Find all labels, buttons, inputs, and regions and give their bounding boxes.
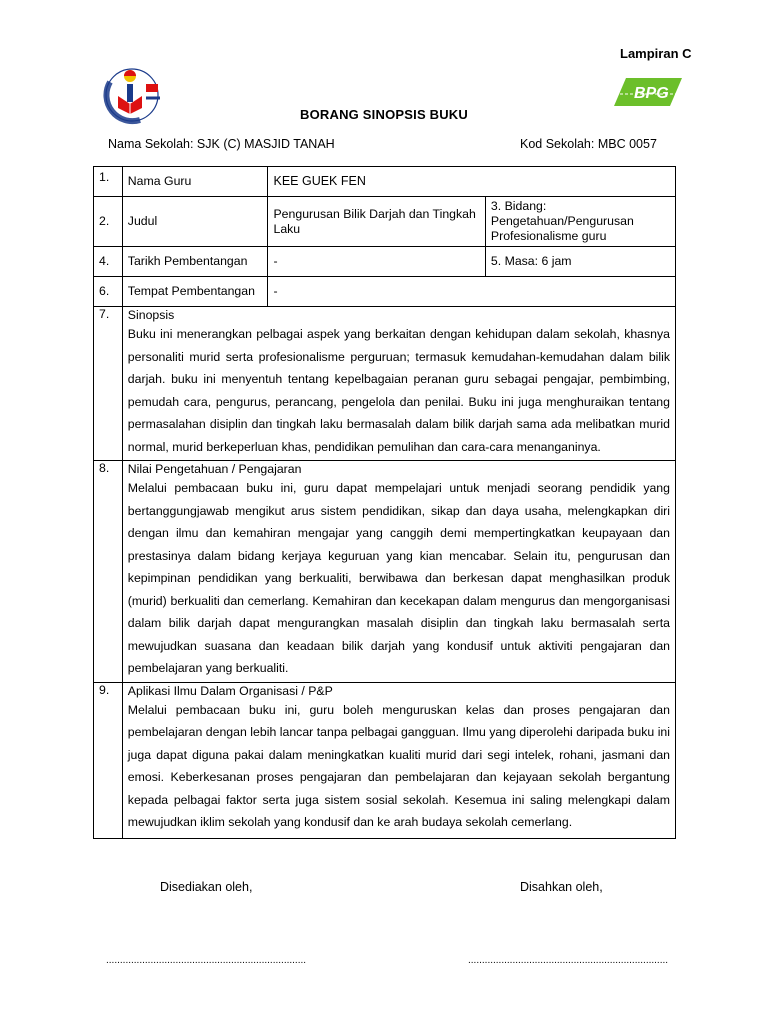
page-title: BORANG SINOPSIS BUKU <box>300 107 468 122</box>
section-title: Nilai Pengetahuan / Pengajaran <box>127 462 302 477</box>
row-number: 1. <box>94 167 123 197</box>
application-cell <box>122 682 675 838</box>
approved-by-label: Disahkan oleh, <box>520 880 603 894</box>
row-number: 4. <box>94 247 123 277</box>
school-name: Nama Sekolah: SJK (C) MASJID TANAH <box>108 137 335 151</box>
school-code: Kod Sekolah: MBC 0057 <box>520 137 657 151</box>
presentation-date-value: - <box>268 247 485 277</box>
synopsis-cell <box>122 307 675 461</box>
application-text: Melalui pembacaan buku ini, guru boleh menguruskan kelas dan proses pengajaran dan pembelajaran dengan lebih lancar tanpa pelbagai gangguan. Ilmu yang diperolehi daripada buku ini juga dapat diguna pakai dalam meningkatkan kualiti murid dari segi intelek, rohani, jasmani dan emosi. Keberkesanan proses pengajaran dan pembelajaran dan kejayaan sekolah bergantung kepada pelbagai faktor serta juga sistem sosial sekolah. Kesemua ini saling melengkapi dalam mewujudkan iklim sekolah yang kondusif dan ke arah budaya sekolah cemerlang. <box>127 702 670 830</box>
field-masa: 5. Masa: 6 jam <box>485 247 675 277</box>
field-label: Tarikh Pembentangan <box>122 247 268 277</box>
field-bidang: 3. Bidang: Pengetahuan/Pengurusan Profesionalisme guru <box>485 197 675 247</box>
knowledge-value-text: Melalui pembacaan buku ini, guru dapat mempelajari untuk menjadi seorang pendidik yang bertanggungjawab mengikut arus sistem pendidikan, sikap dan daya usaha, melengkapkan diri dengan ilmu dan kemahiran mengajar yang canggih demi mempertingkatkan keupayaan dan prestasinya dalam bidang kerjaya keguruan yang kian mencabar. Selain itu, pengurusan dan kepimpinan pendidikan yang berkualiti, berwibawa dan berkesan dapat menghasilkan produk (murid) berkualiti dan cemerlang. Kemahiran dan kecekapan dalam mengurus dan mengorganisasi dalam bilik darjah dapat mengurangkan masalah disiplin dan tingkah laku bermasalah serta mewujudkan suasana dan keadaan bilik darjah yang kondusif untuk aktiviti pengajaran dan pembelajaran yang berkualiti. <box>127 481 670 676</box>
field-label: Nama Guru <box>122 167 268 197</box>
bpg-logo-text: BPG <box>634 85 669 102</box>
table-row <box>94 682 676 838</box>
row-number: 9. <box>94 682 123 838</box>
section-title: Sinopsis <box>127 308 175 323</box>
knowledge-value-cell <box>122 461 675 683</box>
prepared-signature-line: ........................................................................ <box>106 955 307 966</box>
row-number: 7. <box>94 307 123 461</box>
section-title: Aplikasi Ilmu Dalam Organisasi / P&P <box>127 683 333 698</box>
bpg-logo <box>612 74 684 110</box>
synopsis-form-table <box>93 166 676 839</box>
table-row <box>94 247 676 277</box>
prepared-by-label: Disediakan oleh, <box>160 880 253 894</box>
title-value: Pengurusan Bilik Darjah dan Tingkah Laku <box>268 197 485 247</box>
field-label: Tempat Pembentangan <box>122 277 268 307</box>
table-row <box>94 277 676 307</box>
table-row <box>94 461 676 683</box>
row-number: 8. <box>94 461 123 683</box>
table-row <box>94 197 676 247</box>
approved-signature-line: ........................................................................ <box>468 955 669 966</box>
synopsis-text: Buku ini menerangkan pelbagai aspek yang berkaitan dengan kehidupan dalam sekolah, khasnya personaliti murid serta profesionalisme perguruan; termasuk kemudahan-kemudahan dalam bilik darjah. buku ini menyentuh tentang kepelbagaian peranan guru sebagai pengajar, pembimbing, pemudah cara, pengurus, perancang, pengelola dan penilai. Buku ini juga menghuraikan tentang permasalahan disiplin dan tingkah laku bermasalah dalam bilik darjah sama ada melibatkan murid normal, murid berkeperluan khas, pendidikan pemulihan dan cara-cara menanganinya. <box>127 327 670 454</box>
teacher-name-value: KEE GUEK FEN <box>268 167 676 197</box>
row-number: 2. <box>94 197 123 247</box>
table-row <box>94 307 676 461</box>
table-row <box>94 167 676 197</box>
lampiran-label: Lampiran C <box>620 46 692 61</box>
field-label: Judul <box>122 197 268 247</box>
row-number: 6. <box>94 277 123 307</box>
presentation-place-value: - <box>268 277 676 307</box>
